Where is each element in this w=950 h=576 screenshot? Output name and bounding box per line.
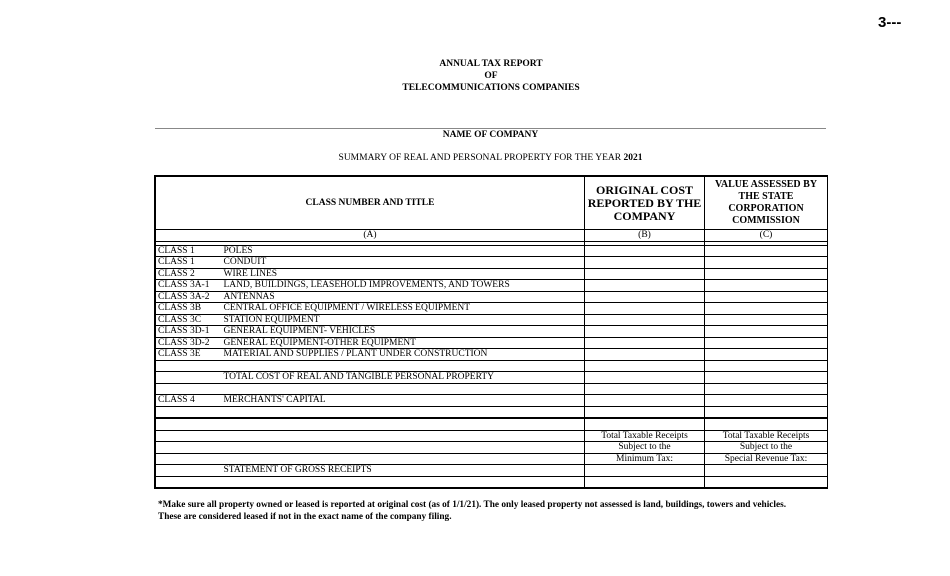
assessed-value-cell[interactable] (705, 257, 828, 269)
original-cost-cell[interactable] (585, 326, 705, 338)
summary-heading (155, 153, 826, 163)
original-cost-cell[interactable] (585, 291, 705, 303)
report-title-line1: ANNUAL TAX REPORT (439, 59, 543, 69)
assessed-value-cell[interactable] (705, 291, 828, 303)
class-number: CLASS 3D-2 (156, 337, 222, 349)
blank-row (156, 360, 828, 372)
class-title: MERCHANTS' CAPITAL (222, 395, 585, 407)
class-title: GENERAL EQUIPMENT- VEHICLES (222, 326, 585, 338)
column-letter-row (156, 230, 828, 242)
assessed-value-cell[interactable] (705, 314, 828, 326)
original-cost-cell[interactable] (585, 314, 705, 326)
class-number: CLASS 3D-1 (156, 326, 222, 338)
blank-row (156, 476, 828, 488)
class4-row (156, 395, 828, 407)
column-c-header: VALUE ASSESSED BY THE STATE CORPORATION COMMISSION (705, 177, 828, 230)
assessed-value-cell[interactable] (705, 337, 828, 349)
footnote-line1: *Make sure all property owned or leased is reported at original cost (as of 1/1/21). The only leased property not assessed is land, buildings, towers and vehicles. (158, 500, 787, 510)
special-revenue-label-line1: Total Taxable Receipts (705, 430, 828, 442)
special-revenue-receipts-cell[interactable] (705, 465, 828, 477)
class-title: GENERAL EQUIPMENT-OTHER EQUIPMENT (222, 337, 585, 349)
summary-year: 2021 (623, 153, 643, 163)
original-cost-cell[interactable] (585, 268, 705, 280)
table-row (156, 257, 828, 269)
original-cost-cell[interactable] (585, 257, 705, 269)
assessed-value-cell[interactable] (705, 349, 828, 361)
class-number: CLASS 1 (156, 245, 222, 257)
receipts-row (156, 442, 828, 454)
blank-row (156, 406, 828, 418)
receipts-row (156, 453, 828, 465)
table-row (156, 337, 828, 349)
table-row (156, 314, 828, 326)
class-number: CLASS 3E (156, 349, 222, 361)
gross-receipts-row (156, 465, 828, 477)
assessed-value-cell[interactable] (705, 245, 828, 257)
original-cost-cell[interactable] (585, 280, 705, 292)
company-name-label: NAME OF COMPANY (442, 130, 539, 140)
class-title: WIRE LINES (222, 268, 585, 280)
class-title: CENTRAL OFFICE EQUIPMENT / WIRELESS EQUIPMENT (222, 303, 585, 315)
total-row (156, 372, 828, 384)
total-assessed-value-cell[interactable] (705, 372, 828, 384)
column-c-letter: (C) (705, 230, 828, 242)
column-a-letter: (A) (156, 230, 585, 242)
table-row (156, 245, 828, 257)
original-cost-cell[interactable] (585, 303, 705, 315)
table-row (156, 268, 828, 280)
original-cost-cell[interactable] (585, 245, 705, 257)
company-name-line[interactable] (155, 128, 826, 129)
assessed-value-cell[interactable] (705, 280, 828, 292)
class-number: CLASS 3B (156, 303, 222, 315)
summary-text: SUMMARY OF REAL AND PERSONAL PROPERTY FOR THE YEAR (338, 153, 624, 163)
blank-row (156, 383, 828, 395)
table-row (156, 303, 828, 315)
assessed-value-cell[interactable] (705, 303, 828, 315)
class-title: CONDUIT (222, 257, 585, 269)
table-row (156, 326, 828, 338)
total-original-cost-cell[interactable] (585, 372, 705, 384)
gross-receipts-label: STATEMENT OF GROSS RECEIPTS (222, 465, 585, 477)
class-number: CLASS 1 (156, 257, 222, 269)
footnote-line2: These are considered leased if not in the exact name of the company filing. (158, 512, 452, 522)
table-row (156, 291, 828, 303)
class-title: MATERIAL AND SUPPLIES / PLANT UNDER CONSTRUCTION (222, 349, 585, 361)
special-revenue-label-line3: Special Revenue Tax: (705, 453, 828, 465)
assessed-value-cell[interactable] (705, 268, 828, 280)
class-number: CLASS 4 (156, 395, 222, 407)
table-header-row (156, 177, 828, 230)
class-number: CLASS 3C (156, 314, 222, 326)
report-title-line2: OF (484, 71, 498, 81)
assessed-value-cell[interactable] (705, 326, 828, 338)
receipts-row (156, 430, 828, 442)
original-cost-cell[interactable] (585, 349, 705, 361)
minimum-tax-label-line3: Minimum Tax: (585, 453, 705, 465)
page-number: 3--- (878, 14, 902, 31)
minimum-tax-label-line1: Total Taxable Receipts (585, 430, 705, 442)
class-title: STATION EQUIPMENT (222, 314, 585, 326)
blank-row (156, 418, 828, 430)
class-title: LAND, BUILDINGS, LEASEHOLD IMPROVEMENTS, AND TOWERS (222, 280, 585, 292)
class-title: POLES (222, 245, 585, 257)
report-title-line3: TELECOMMUNICATIONS COMPANIES (402, 83, 580, 93)
property-summary-table (155, 176, 828, 488)
class-number: CLASS 3A-1 (156, 280, 222, 292)
original-cost-cell[interactable] (585, 337, 705, 349)
original-cost-cell[interactable] (585, 395, 705, 407)
class-number: CLASS 2 (156, 268, 222, 280)
table-row (156, 280, 828, 292)
special-revenue-label-line2: Subject to the (705, 442, 828, 454)
class-title: ANTENNAS (222, 291, 585, 303)
table-row (156, 349, 828, 361)
column-b-letter: (B) (585, 230, 705, 242)
minimum-tax-label-line2: Subject to the (585, 442, 705, 454)
total-cost-label: TOTAL COST OF REAL AND TANGIBLE PERSONAL PROPERTY (222, 372, 585, 384)
column-b-header: ORIGINAL COST REPORTED BY THE COMPANY (585, 177, 705, 230)
assessed-value-cell[interactable] (705, 395, 828, 407)
column-a-header: CLASS NUMBER AND TITLE (156, 177, 585, 230)
class-number: CLASS 3A-2 (156, 291, 222, 303)
minimum-tax-receipts-cell[interactable] (585, 465, 705, 477)
